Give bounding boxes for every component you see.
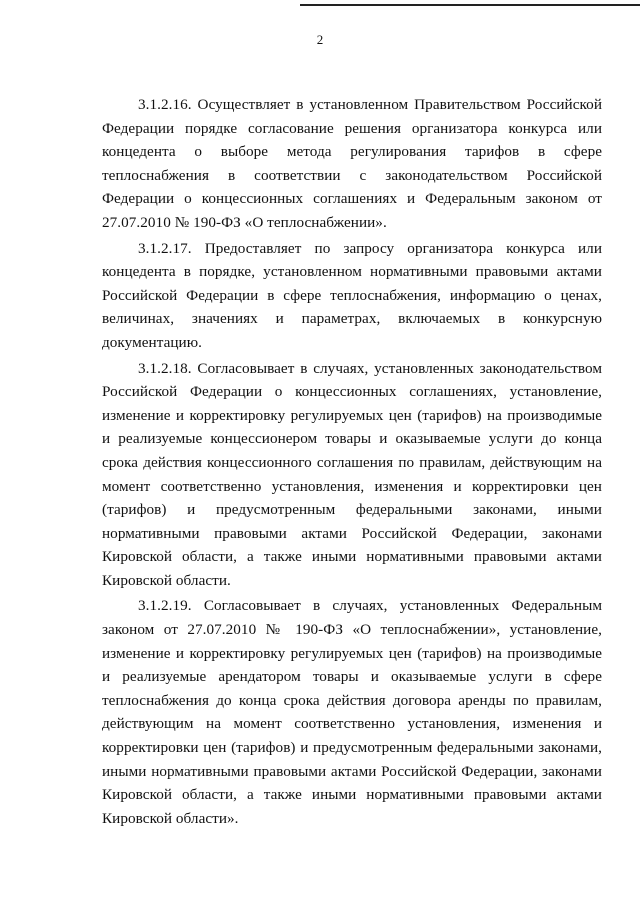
- top-border-line: [300, 4, 640, 6]
- document-body: [102, 93, 602, 832]
- paragraph-3-1-2-17: 3.1.2.17. Предоставляет по запросу организатора конкурса или концедента в порядке, установленном нормативными правовыми актами Российской Федерации в сфере теплоснабжения, информацию о ценах, величинах, значениях и параметрах, включаемых в конкурсную документацию.: [102, 239, 602, 351]
- page-number: 2: [316, 32, 324, 47]
- paragraph-3-1-2-18: 3.1.2.18. Согласовывает в случаях, установленных законодательством Российской Федерации о концессионных соглашениях, установление, изменение и корректировку регулируемых цен (тарифов) на производимые и реализуемые концессионером товары и оказываемые услуги до конца срока действия концессионного соглашения по правилам, действующим на момент соответственно установления, изменения и корректировки цен (тарифов) и предусмотренным федеральными законами, иными нормативными правовыми актами Российской Федерации, законами Кировской области, а также иными нормативными правовыми актами Кировской области.: [102, 359, 602, 589]
- paragraph-3-1-2-19: 3.1.2.19. Согласовывает в случаях, установленных Федеральным законом от 27.07.2010 № 190-ФЗ «О теплоснабжении», установление, изменение и корректировку регулируемых цен (тарифов) на производимые и реализуемые арендатором товары и оказываемые услуги в сфере теплоснабжения до конца срока действия договора аренды по правилам, действующим на момент соответственно установления, изменения и корректировки цен (тарифов) и предусмотренным федеральными законами, иными нормативными правовыми актами Российской Федерации, законами Кировской области, а также иными нормативными правовыми актами Кировской области».: [102, 597, 602, 827]
- paragraph-3-1-2-16: 3.1.2.16. Осуществляет в установленном Правительством Российской Федерации порядке согласование решения организатора конкурса или концедента о выборе метода регулирования тарифов в сфере теплоснабжения в соответствии с законодательством Российской Федерации о концессионных соглашениях и Федеральным законом от 27.07.2010 № 190-ФЗ «О теплоснабжении».: [102, 96, 602, 231]
